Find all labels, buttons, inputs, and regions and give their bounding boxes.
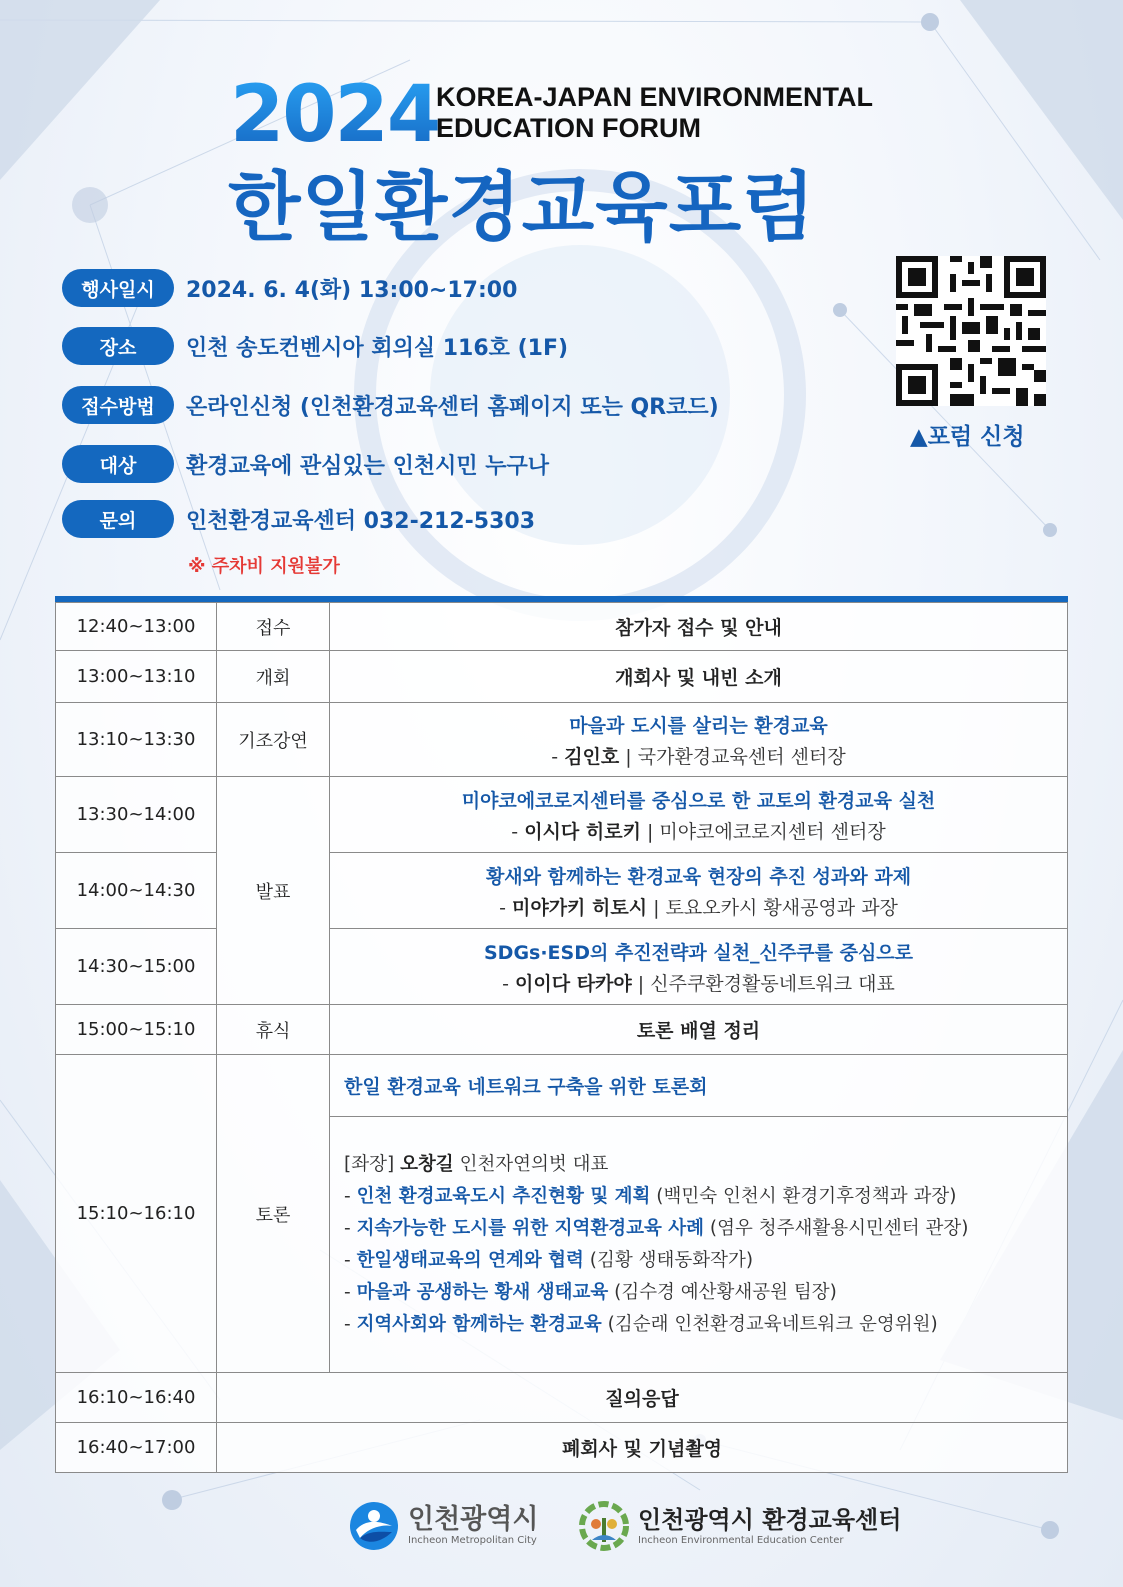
time-cell: 16:40~17:00 bbox=[56, 1423, 217, 1473]
speaker-prefix: - bbox=[502, 972, 516, 995]
speaker-prefix: - bbox=[551, 745, 565, 768]
title-cell bbox=[217, 1423, 1068, 1473]
info-target bbox=[62, 444, 549, 484]
logo1-korean: 인천광역시 bbox=[408, 1504, 539, 1535]
list-item: - 한일생태교육의 연계와 협력 (김황 생태동화작가) bbox=[344, 1249, 754, 1271]
table-row bbox=[56, 1055, 1068, 1117]
table-row bbox=[56, 777, 1068, 853]
title-cell bbox=[330, 1005, 1068, 1055]
title-cell bbox=[330, 777, 1068, 853]
table-row bbox=[56, 651, 1068, 703]
time-cell: 15:00~15:10 bbox=[56, 1005, 217, 1055]
english-title bbox=[436, 82, 873, 144]
discussion-topic: 한일생태교육의 연계와 협력 bbox=[356, 1249, 584, 1271]
speaker-line bbox=[330, 969, 1067, 996]
session-title: 개회사 및 내빈 소개 bbox=[615, 667, 782, 689]
table-row bbox=[56, 853, 1068, 929]
info-contact bbox=[62, 499, 535, 539]
table-row bbox=[56, 929, 1068, 1005]
logo1-english: Incheon Metropolitan City bbox=[408, 1535, 537, 1546]
list-item: - 인천 환경교육도시 추진현황 및 계획 (백민숙 인천시 환경기후정책과 과장) bbox=[344, 1185, 957, 1207]
info-label: 대상 bbox=[62, 445, 174, 483]
info-value: 인천환경교육센터 032-212-5303 bbox=[186, 508, 536, 534]
session-title: 질의응답 bbox=[605, 1388, 679, 1410]
title-cell bbox=[330, 703, 1068, 777]
time-cell: 12:40~13:00 bbox=[56, 603, 217, 651]
discussant: (김황 생태동화작가) bbox=[583, 1249, 754, 1271]
qr-label: ▲포럼 신청 bbox=[910, 424, 1025, 450]
session-title: 참가자 접수 및 안내 bbox=[615, 617, 782, 639]
discussion-topic: 마을과 공생하는 황새 생태교육 bbox=[356, 1281, 609, 1303]
speaker-role: | 미야코에코로지센터 센터장 bbox=[640, 820, 886, 843]
english-title-line1: KOREA-JAPAN ENVIRONMENTAL bbox=[436, 82, 874, 112]
session-title: 황새와 함께하는 환경교육 현장의 추진 성과와 과제 bbox=[485, 865, 912, 888]
chair-line bbox=[344, 1149, 1067, 1181]
speaker-name: 미야가키 히토시 bbox=[512, 896, 648, 919]
type-cell: 접수 bbox=[217, 603, 330, 651]
info-value: 인천 송도컨벤시아 회의실 116호 (1F) bbox=[186, 335, 569, 361]
chair-tag: [좌장] bbox=[344, 1153, 401, 1175]
chair-role: 인천자연의벗 대표 bbox=[453, 1153, 609, 1175]
discussant: (김순래 인천환경교육네트워크 운영위원) bbox=[601, 1313, 938, 1335]
info-label: 문의 bbox=[62, 500, 174, 538]
info-venue bbox=[62, 326, 568, 366]
discussant: (염우 청주새활용시민센터 관장) bbox=[704, 1217, 969, 1239]
title-cell bbox=[330, 651, 1068, 703]
time-cell: 14:00~14:30 bbox=[56, 853, 217, 929]
type-cell: 토론 bbox=[217, 1055, 330, 1373]
incheon-city-emblem-icon bbox=[348, 1500, 400, 1552]
title-cell bbox=[330, 929, 1068, 1005]
discussant: (백민숙 인천시 환경기후정책과 과장) bbox=[650, 1185, 957, 1207]
discussion-title: 한일 환경교육 네트워크 구축을 위한 토론회 bbox=[344, 1076, 708, 1098]
registration-qr-code[interactable] bbox=[896, 256, 1046, 406]
discussion-topic: 지역사회와 함께하는 환경교육 bbox=[356, 1313, 602, 1335]
eec-logo bbox=[578, 1500, 901, 1552]
title-cell bbox=[330, 853, 1068, 929]
type-cell: 휴식 bbox=[217, 1005, 330, 1055]
speaker-prefix: - bbox=[511, 820, 525, 843]
discussion-detail-cell bbox=[330, 1117, 1068, 1373]
speaker-role: | 토요오카시 황새공영과 과장 bbox=[647, 896, 898, 919]
type-cell: 기조강연 bbox=[217, 703, 330, 777]
english-title-line2: EDUCATION FORUM bbox=[436, 113, 701, 143]
incheon-city-logo bbox=[348, 1500, 538, 1552]
speaker-line bbox=[330, 893, 1067, 920]
time-cell: 13:10~13:30 bbox=[56, 703, 217, 777]
year-heading: 2024 bbox=[230, 70, 440, 160]
time-cell: 13:00~13:10 bbox=[56, 651, 217, 703]
list-item: - 지역사회와 함께하는 환경교육 (김순래 인천환경교육네트워크 운영위원) bbox=[344, 1313, 938, 1335]
time-cell: 16:10~16:40 bbox=[56, 1373, 217, 1423]
info-value: 환경교육에 관심있는 인천시민 누구나 bbox=[186, 453, 550, 479]
type-cell: 개회 bbox=[217, 651, 330, 703]
time-cell: 14:30~15:00 bbox=[56, 929, 217, 1005]
session-title: 마을과 도시를 살리는 환경교육 bbox=[569, 714, 828, 737]
list-item: - 마을과 공생하는 황새 생태교육 (김수경 예산황새공원 팀장) bbox=[344, 1281, 837, 1303]
speaker-role: | 국가환경교육센터 센터장 bbox=[619, 745, 846, 768]
discussant: (김수경 예산황새공원 팀장) bbox=[608, 1281, 837, 1303]
logo2-english: Incheon Environmental Education Center bbox=[638, 1535, 844, 1546]
table-row bbox=[56, 1005, 1068, 1055]
session-title: 토론 배열 정리 bbox=[636, 1020, 761, 1042]
speaker-line bbox=[330, 817, 1067, 844]
chair-name: 오창길 bbox=[400, 1153, 454, 1175]
speaker-role: | 신주쿠환경활동네트워크 대표 bbox=[631, 972, 895, 995]
speaker-prefix: - bbox=[499, 896, 512, 919]
info-label: 장소 bbox=[62, 327, 174, 365]
table-row bbox=[56, 603, 1068, 651]
korean-title: 한일환경교육포럼 bbox=[228, 163, 816, 251]
table-row bbox=[56, 703, 1068, 777]
table-row bbox=[56, 1423, 1068, 1473]
schedule-table bbox=[55, 602, 1068, 1473]
speaker-line bbox=[330, 742, 1067, 769]
title-cell bbox=[330, 603, 1068, 651]
info-label: 행사일시 bbox=[62, 269, 174, 307]
logo2-korean: 인천광역시 환경교육센터 bbox=[638, 1506, 902, 1534]
speaker-name: 이시다 히로키 bbox=[524, 820, 641, 843]
info-value: 온라인신청 (인천환경교육센터 홈페이지 또는 QR코드) bbox=[186, 394, 719, 420]
time-cell: 15:10~16:10 bbox=[56, 1055, 217, 1373]
discussion-topic: 지속가능한 도시를 위한 지역환경교육 사례 bbox=[356, 1217, 705, 1239]
time-cell: 13:30~14:00 bbox=[56, 777, 217, 853]
title-cell bbox=[217, 1373, 1068, 1423]
info-registration bbox=[62, 385, 719, 425]
info-label: 접수방법 bbox=[62, 386, 174, 424]
list-item: - 지속가능한 도시를 위한 지역환경교육 사례 (염우 청주새활용시민센터 관장) bbox=[344, 1217, 969, 1239]
session-title: SDGs·ESD의 추진전략과 실천_신주쿠를 중심으로 bbox=[483, 941, 914, 964]
eec-emblem-icon bbox=[578, 1500, 630, 1552]
session-title: 폐회사 및 기념촬영 bbox=[561, 1438, 723, 1460]
table-row bbox=[56, 1373, 1068, 1423]
type-cell: 발표 bbox=[217, 777, 330, 1005]
discussion-title-cell bbox=[330, 1055, 1068, 1117]
speaker-name: 김인호 bbox=[564, 745, 620, 768]
session-title: 미야코에코로지센터를 중심으로 한 교토의 환경교육 실천 bbox=[461, 789, 936, 812]
parking-note: ※ 주차비 지원불가 bbox=[188, 556, 340, 577]
speaker-name: 이이다 타카야 bbox=[515, 972, 632, 995]
discussion-topic: 인천 환경교육도시 추진현황 및 계획 bbox=[356, 1185, 651, 1207]
info-date bbox=[62, 268, 517, 308]
info-value: 2024. 6. 4(화) 13:00~17:00 bbox=[186, 277, 518, 303]
